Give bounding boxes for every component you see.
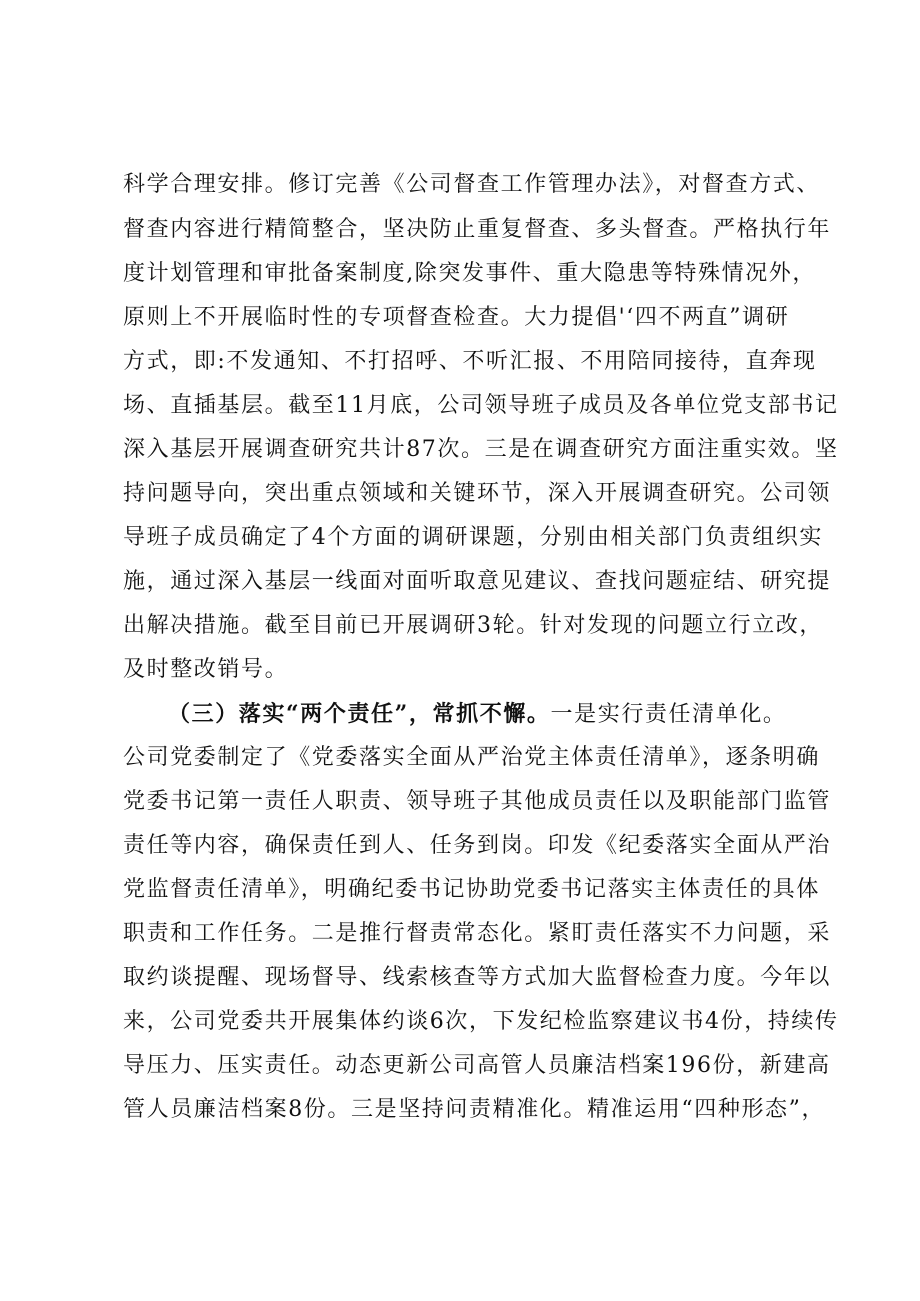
section-heading-rest: 一是实行责任清单化。 [550, 702, 787, 727]
section-line-2: 党委书记第一责任人职责、领导班子其他成员责任以及职能部门监管 [123, 789, 832, 814]
body-line-5: 方式，即:不发通知、不打招呼、不听汇报、不用陪同接待，直奔现 [123, 349, 817, 374]
section-line-1: 公司党委制定了《党委落实全面从严治党主体责任清单》，逐条明确 [123, 745, 821, 770]
section-line-9: 管人员廉洁档案8份。三是坚持问责精准化。精准运用“四种形态”， [123, 1097, 826, 1122]
section-line-6: 取约谈提醒、现场督导、线索核查等方式加大监督检查力度。今年以 [123, 965, 832, 990]
section-line-3: 责任等内容，确保责任到人、任务到岗。印发《纪委落实全面从严治 [123, 833, 832, 858]
section-heading-line [168, 694, 868, 734]
body-line-11: 出解决措施。截至目前已开展调研3轮。针对发现的问题立行立改， [123, 613, 823, 638]
body-line-8: 持问题导向，突出重点领域和关键环节，深入开展调查研究。公司领 [123, 481, 832, 506]
section-line-5: 职责和工作任务。二是推行督责常态化。紧盯责任落实不力问题，采 [123, 921, 832, 946]
section-heading: （三）落实“两个责任”，常抓不懈。 [168, 701, 551, 727]
body-line-3: 度计划管理和审批备案制度,除突发事件、重大隐患等特殊情况外， [123, 261, 816, 286]
section-line-4: 党监督责任清单》，明确纪委书记协助党委书记落实主体责任的具体 [123, 877, 821, 902]
body-line-2: 督查内容进行精简整合，坚决防止重复督查、多头督查。严格执行年 [123, 217, 832, 242]
body-line-10: 施，通过深入基层一线面对面听取意见建议、查找问题症结、研究提 [123, 569, 832, 594]
body-line-6: 场、直插基层。截至11月底，公司领导班子成员及各单位党支部书记 [123, 393, 839, 418]
body-line-1: 科学合理安排。修订完善《公司督查工作管理办法》，对督查方式、 [123, 172, 821, 197]
body-line-4: 原则上不开展临时性的专项督查检查。大力提倡'‘四不两直”调研 [123, 305, 790, 330]
body-line-9: 导班子成员确定了4个方面的调研课题，分别由相关部门负责组织实 [123, 525, 823, 550]
body-line-7: 深入基层开展调查研究共计87次。三是在调查研究方面注重实效。坚 [123, 437, 839, 462]
section-line-7: 来，公司党委共开展集体约谈6次，下发纪检监察建议书4份，持续传 [123, 1009, 839, 1034]
body-line-12: 及时整改销号。 [123, 657, 289, 682]
section-line-8: 导压力、压实责任。动态更新公司高管人员廉洁档案196份，新建高 [123, 1053, 831, 1078]
